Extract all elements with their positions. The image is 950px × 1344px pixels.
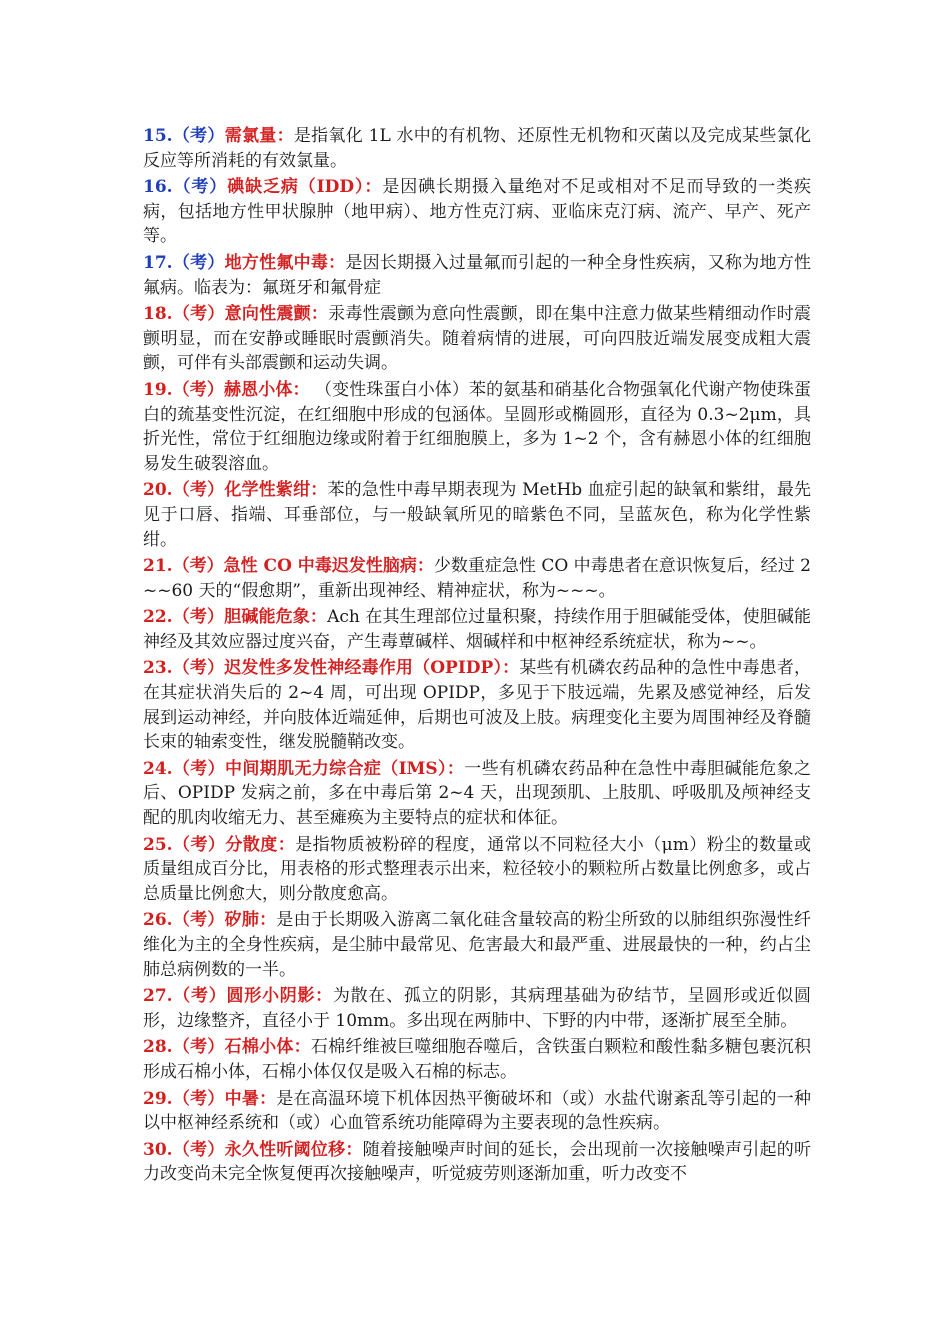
entry-definition: 是因碘长期摄入量绝对不足或相对不足而导致的一类疾病，包括地方性甲状腺肿（地甲病）、地方性克汀病、亚临床克汀病、流产、早产、死产等。 <box>143 177 812 247</box>
entry-term: 永久性听阈位移： <box>224 1139 363 1160</box>
entry-term: 碘缺乏病（IDD）： <box>227 177 383 198</box>
entry-term: 意向性震颤： <box>224 304 329 325</box>
entry-definition: Ach 在其生理部位过量积聚，持续作用于胆碱能受体，使胆碱能神经及其效应器过度兴奋，产生毒蕈碱样、烟碱样和中枢神经系统症状，称为~~。 <box>143 607 812 652</box>
exam-tag: （考） <box>172 758 226 779</box>
entry-term: 胆碱能危象： <box>224 607 328 628</box>
entry-number: 26. <box>143 910 173 931</box>
entry-term: 化学性紫绀： <box>224 480 328 501</box>
glossary-entry <box>143 908 811 982</box>
entry-definition: 随着接触噪声时间的延长，会出现前一次接触噪声引起的听力改变尚未完全恢复便再次接触噪声，听觉疲劳则逐渐加重，听力改变不 <box>143 1139 812 1185</box>
glossary-entry <box>143 1138 811 1187</box>
entry-definition: 是指物质被粉碎的程度，通常以不同粒径大小（μm）粉尘的数量或质量组成百分比，用表格的形式整理表示出来，粒径较小的颗粒所占数量比例愈多，或占总质量比例愈大，则分散度愈高。 <box>143 834 812 904</box>
entry-number: 21. <box>143 556 173 577</box>
entry-number: 22. <box>143 607 173 628</box>
entry-number: 16. <box>143 177 173 198</box>
exam-tag: （考） <box>172 177 228 198</box>
exam-tag: （考） <box>172 304 225 325</box>
exam-tag: （考） <box>172 1037 225 1058</box>
entry-term: 中间期肌无力综合症（IMS）： <box>225 758 465 779</box>
exam-tag: （考） <box>172 480 225 501</box>
entry-number: 29. <box>143 1088 173 1109</box>
exam-tag: （考） <box>172 556 224 577</box>
entry-number: 17. <box>143 252 173 273</box>
exam-tag: （考） <box>172 986 227 1007</box>
exam-tag: （考） <box>172 252 225 273</box>
entry-definition: 为散在、孤立的阴影，其病理基础为矽结节，呈圆形或近似圆形，边缘整齐，直径小于 10mm。多出现在两肺中、下野的内中带，逐渐扩展至全肺。 <box>143 986 812 1031</box>
exam-tag: （考） <box>172 1139 225 1160</box>
entry-number: 19. <box>143 379 173 400</box>
entry-definition: 汞毒性震颤为意向性震颤，即在集中注意力做某些精细动作时震颤明显，而在安静或睡眠时震颤消失。随着病情的进展，可向四肢近端发展变成粗大震颤，可伴有头部震颤和运动失调。 <box>143 304 812 374</box>
entry-number: 25. <box>143 834 173 855</box>
glossary-entry <box>143 656 811 754</box>
glossary-entry <box>143 1035 811 1084</box>
glossary-entry <box>143 302 811 376</box>
glossary-entry <box>143 833 811 907</box>
entry-term: 中暑： <box>224 1088 277 1109</box>
glossary-entry <box>143 124 811 173</box>
glossary-entry <box>143 1087 811 1136</box>
entry-number: 20. <box>143 480 173 501</box>
entry-definition: 是指氧化 1L 水中的有机物、还原性无机物和灭菌以及完成某些氯化反应等所消耗的有效氯量。 <box>143 126 812 171</box>
entry-term: 石棉小体： <box>224 1037 311 1058</box>
entry-number: 28. <box>143 1037 173 1058</box>
entry-term: 迟发性多发性神经毒作用（OPIDP）： <box>224 658 520 679</box>
exam-tag: （考） <box>172 607 225 628</box>
entry-number: 23. <box>143 658 173 679</box>
entry-definition: 是在高温环境下机体因热平衡破坏和（或）水盐代谢紊乱等引起的一种以中枢神经系统和（或）心血管系统功能障碍为主要表现的急性疾病。 <box>143 1088 812 1134</box>
exam-tag: （考） <box>172 1088 225 1109</box>
exam-tag: （考） <box>172 379 225 400</box>
entry-term: 地方性氟中毒： <box>224 252 346 273</box>
entry-number: 24. <box>143 758 173 779</box>
entry-term: 赫恩小体： <box>224 379 310 400</box>
entry-definition: 石棉纤维被巨噬细胞吞噬后，含铁蛋白颗粒和酸性黏多糖包裹沉积形成石棉小体，石棉小体仅仅是吸入石棉的标志。 <box>143 1037 812 1082</box>
entry-number: 18. <box>143 304 173 325</box>
entry-term: 分散度： <box>225 834 296 855</box>
entry-term: 矽肺： <box>224 910 277 931</box>
entry-definition: 少数重症急性 CO 中毒患者在意识恢复后，经过 2~~60 天的“假愈期”，重新出现神经、精神症状，称为~~~。 <box>143 556 811 601</box>
entry-definition: 苯的急性中毒早期表现为 MetHb 血症引起的缺氧和紫绀，最先见于口唇、指端、耳垂部位，与一般缺氧所见的暗紫色不同，呈蓝灰色，称为化学性紫绀。 <box>143 480 812 550</box>
exam-tag: （考） <box>172 658 225 679</box>
entry-number: 15. <box>143 126 173 146</box>
entry-term: 急性 CO 中毒迟发性脑病： <box>223 556 434 577</box>
entry-definition: 是由于长期吸入游离二氧化硅含量较高的粉尘所致的以肺组织弥漫性纤维化为主的全身性疾病，是尘肺中最常见、危害最大和最严重、进展最快的一种，约占尘肺总病例数的一半。 <box>143 910 812 980</box>
entry-term: 圆形小阴影： <box>226 986 333 1007</box>
entry-number: 30. <box>143 1139 173 1160</box>
entry-definition: （变性珠蛋白小体）苯的氨基和硝基化合物强氧化代谢产物使珠蛋白的巯基变性沉淀，在红细胞中形成的包涵体。呈圆形或椭圆形，直径为 0.3~2μm，具折光性，常位于红细胞边缘或附着于红细胞膜上，多为 1~2 个，含有赫恩小体的红细胞易发生破裂溶血。 <box>143 379 812 474</box>
entry-definition: 一些有机磷农药品种在急性中毒胆碱能危象之后、OPIDP 发病之前，多在中毒后第 2~4 天，出现颈肌、上肢肌、呼吸肌及颅神经支配的肌肉收缩无力、甚至瘫痪为主要特点的症状和体征。 <box>143 758 812 829</box>
glossary-entry <box>143 478 811 552</box>
exam-tag: （考） <box>172 834 226 855</box>
glossary-entry <box>143 984 811 1033</box>
glossary-entry <box>143 554 811 603</box>
glossary-entry <box>143 605 811 654</box>
glossary-entry <box>143 378 811 476</box>
entry-term: 需氯量： <box>224 126 294 146</box>
glossary-entry <box>143 175 811 249</box>
document-page <box>143 124 811 1189</box>
entry-definition: 是因长期摄入过量氟而引起的一种全身性疾病，又称为地方性氟病。临表为：氟斑牙和氟骨症 <box>143 252 812 298</box>
entry-number: 27. <box>143 986 173 1007</box>
glossary-entry <box>143 251 811 300</box>
glossary-entry <box>143 757 811 831</box>
exam-tag: （考） <box>172 126 225 146</box>
exam-tag: （考） <box>172 910 225 931</box>
entry-definition: 某些有机磷农药品种的急性中毒患者，在其症状消失后的 2~4 周，可出现 OPIDP，多见于下肢远端，先累及感觉神经，后发展到运动神经，并向肢体近端延伸，后期也可波及上肢。病理变化主要为周围神经及脊髓长束的轴索变性，继发脱髓鞘改变。 <box>143 658 811 753</box>
